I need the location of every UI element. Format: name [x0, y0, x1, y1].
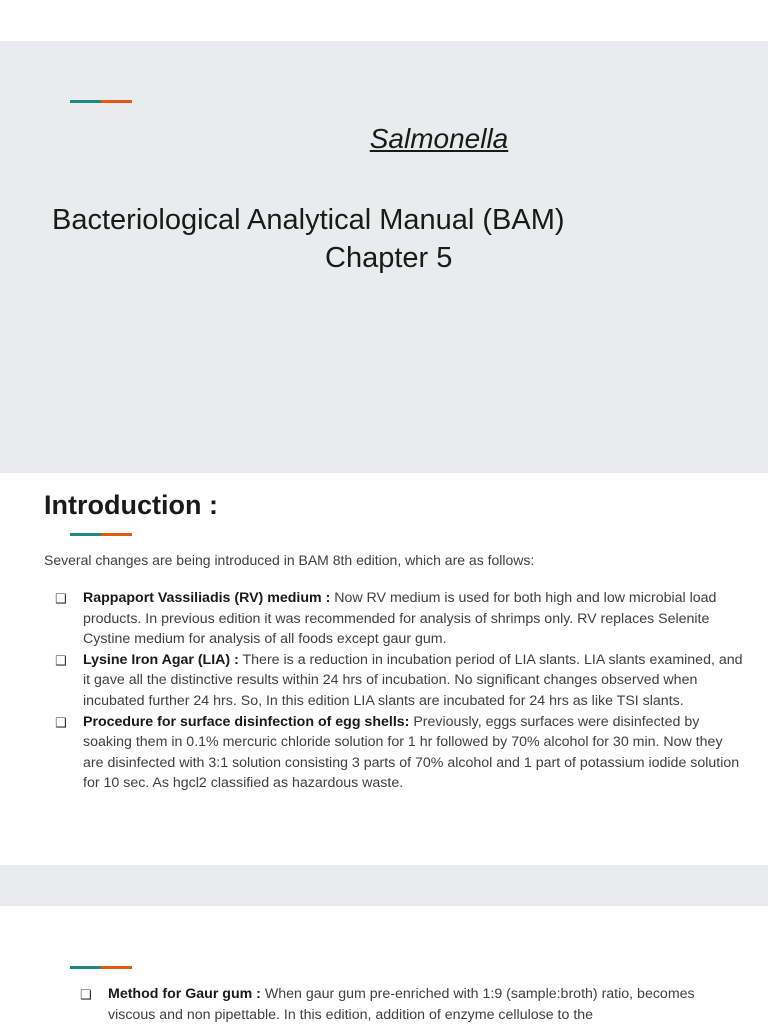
checkbox-bullet-icon: ❑ — [55, 652, 67, 668]
accent-bar-orange — [101, 100, 132, 103]
list-item-label: Procedure for surface disinfection of egg shells: — [83, 713, 410, 730]
gaur-gum-list — [80, 984, 720, 1024]
title-line-1: Bacteriological Analytical Manual (BAM) — [52, 204, 565, 236]
list-item-text — [83, 712, 745, 794]
list-item-text — [108, 984, 720, 1024]
accent-bar-teal — [70, 100, 101, 103]
intro-paragraph: Several changes are being introduced in BAM 8th edition, which are as follows: — [44, 552, 535, 568]
list-item-text — [83, 650, 745, 712]
introduction-heading: Introduction : — [44, 490, 218, 520]
accent-bar-teal — [70, 966, 101, 969]
accent-bar-teal — [70, 533, 101, 536]
slide-subtitle — [0, 123, 768, 155]
list-item-body: There is a reduction in incubation period of LIA slants. LIA slants examined, and it gave all the distinctive results within 24 hrs of incubation. No significant changes observed when incubated further 24 hrs. So, In this edition LIA slants are incubated for 24 hrs as like TSI slants. — [83, 651, 743, 709]
list-item — [55, 588, 745, 650]
list-item — [55, 712, 745, 794]
list-item-text — [83, 588, 745, 650]
introduction-slide — [0, 473, 768, 865]
title-slide — [0, 41, 768, 473]
checkbox-bullet-icon: ❑ — [80, 987, 92, 1002]
slide-separator — [0, 865, 768, 906]
checkbox-bullet-icon: ❑ — [55, 714, 67, 730]
continuation-slide — [0, 906, 768, 1024]
accent-bar-orange — [101, 966, 132, 969]
list-item-body: Previously, eggs surfaces were disinfected by soaking them in 0.1% mercuric chloride solution for 1 hr followed by 70% alcohol for 30 min. Now they are disinfected with 3:1 solution consisting 3 parts of 70% alcohol and 1 part of potassium iodide solution for 10 sec. As hgcl2 classified as hazardous waste. — [83, 713, 740, 792]
list-item — [80, 984, 720, 1024]
accent-bar — [70, 100, 132, 103]
list-item-body: Now RV medium is used for both high and low microbial load products. In previous edition it was recommended for analysis of shrimps only. RV replaces Selenite Cystine medium for analysis of all foods except gaur gum. — [83, 590, 717, 648]
subtitle-text: Salmonella — [369, 123, 509, 154]
list-item-label: Lysine Iron Agar (LIA) : — [83, 651, 239, 668]
accent-bar-orange — [101, 533, 132, 536]
accent-bar — [70, 966, 132, 969]
list-item — [55, 650, 745, 712]
accent-bar — [70, 533, 132, 536]
changes-list — [55, 588, 745, 794]
title-line-2: Chapter 5 — [325, 242, 453, 274]
list-item-label: Rappaport Vassiliadis (RV) medium : — [83, 590, 331, 606]
list-item-label: Method for Gaur gum : — [108, 986, 261, 1002]
checkbox-bullet-icon: ❑ — [55, 591, 67, 606]
list-item-body: When gaur gum pre-enriched with 1:9 (sample:broth) ratio, becomes viscous and non pipettable. In this edition, addition of enzyme cellulose to the — [108, 986, 695, 1023]
